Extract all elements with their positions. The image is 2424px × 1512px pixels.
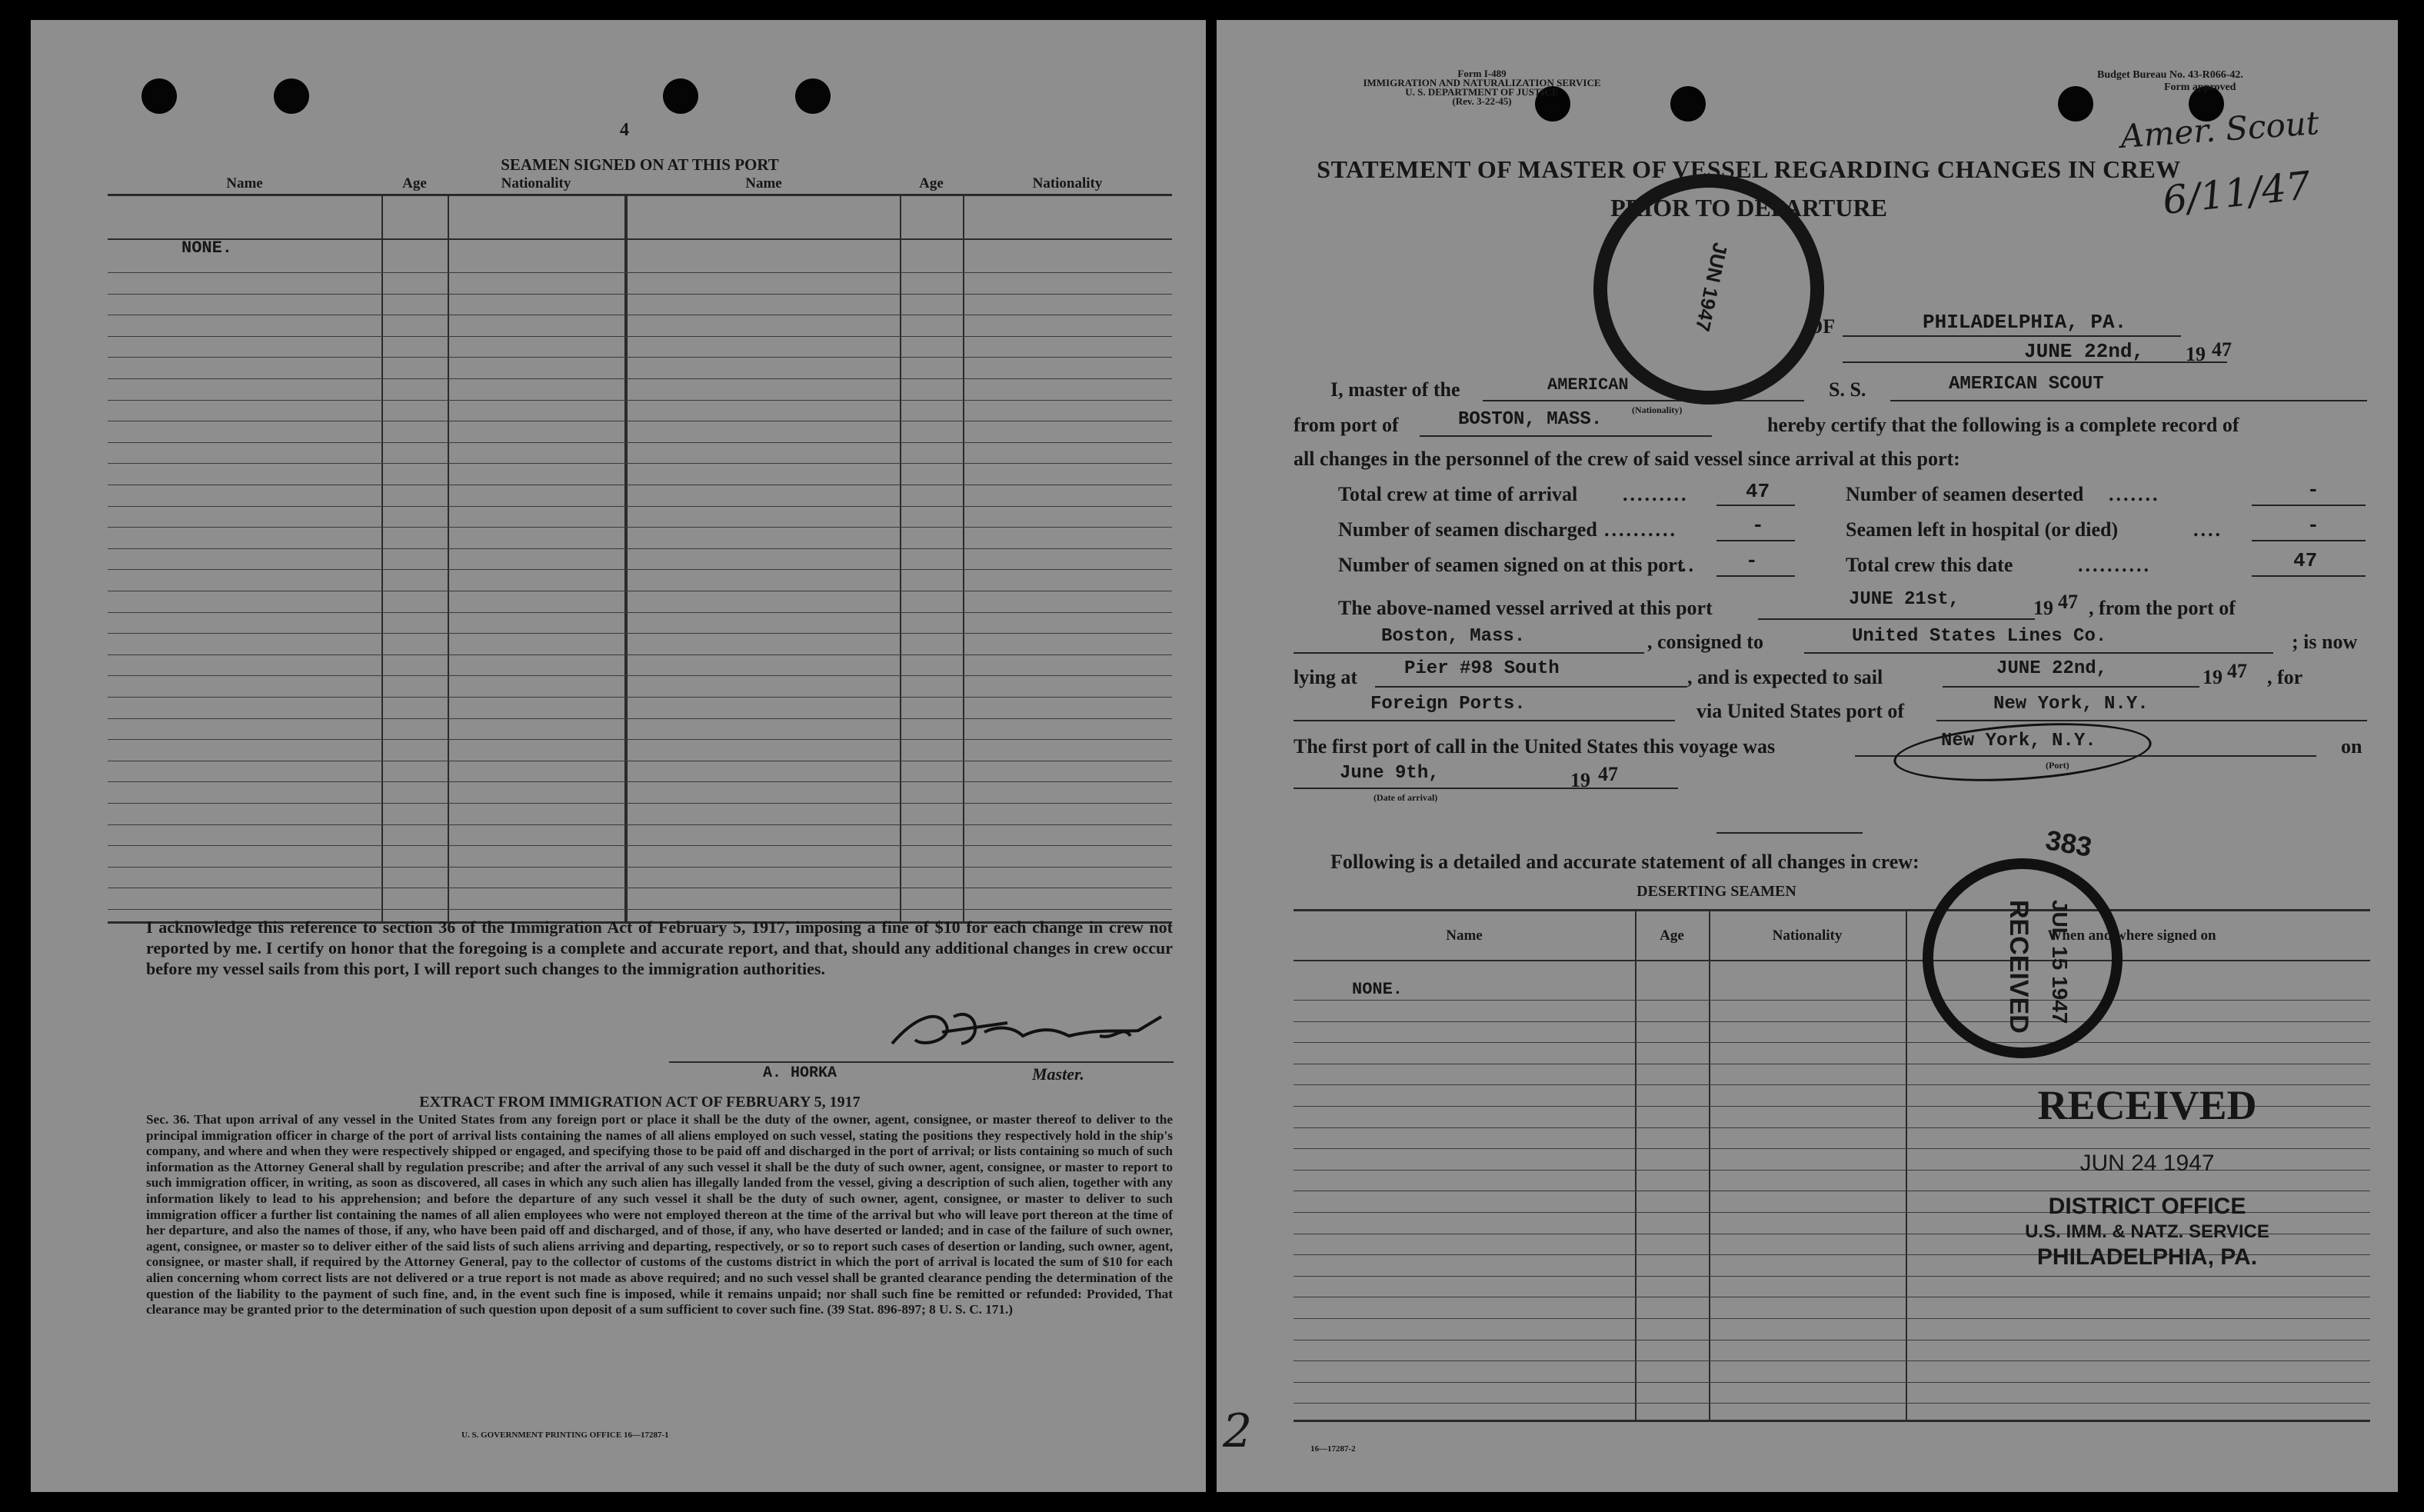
from-port-label: from port of [1294,414,1399,436]
total-crew-date-value: 47 [2293,549,2318,572]
underline [1804,652,2273,654]
column-header-age: Age [919,175,944,191]
table-row-rule [108,675,1172,676]
seamen-deserted-label: Number of seamen deserted [1846,483,2084,505]
underline [1294,720,1675,721]
form-approved: Form approved [2164,82,2236,93]
first-port-label: The first port of call in the United States this voyage was [1294,735,1776,758]
table-row-rule [108,527,1172,528]
left-page [31,20,1206,1492]
table-row-rule [108,803,1172,804]
table-row-rule [108,294,1172,295]
underline [1890,400,2367,401]
leader-dots: ......... [1623,483,1689,505]
table-row-rule [1294,1021,2370,1022]
leader-dots: ....... [2109,483,2160,505]
received-stamp-title: RECEIVED [2037,1082,2257,1128]
arrived-year-prefix: 19 [2033,597,2053,619]
sail-date-field: JUNE 22nd, [1996,658,2108,679]
underline [1843,335,2181,337]
underline [1375,686,1687,688]
table-row-rule [1294,1403,2370,1404]
punch-hole [1670,86,1706,122]
punch-hole [663,78,698,114]
underline [1294,788,1678,789]
punch-hole [2058,86,2093,122]
leader-dots: .. [1681,554,1696,576]
first-port-field: New York, N.Y. [1941,731,2096,751]
port-of-label: OF [1807,315,1836,338]
from-port-field: BOSTON, MASS. [1458,409,1603,430]
underline [1483,400,1804,401]
received-stamp-date: JUN 24 1947 [2079,1151,2215,1176]
printing-office-footer: U. S. GOVERNMENT PRINTING OFFICE 16—17287-1 [461,1430,669,1440]
table-bottom-rule [1294,1420,2370,1422]
column-divider [1906,909,1907,1420]
table-row-rule [1294,1042,2370,1043]
budget-bureau: Budget Bureau No. 43-R066-42. [2097,69,2243,81]
underline [1716,505,1795,506]
form-department: U. S. DEPARTMENT OF JUSTICE [1405,86,1559,98]
master-label: Master. [1032,1064,1084,1084]
table-row-rule [108,697,1172,698]
table-row-rule [108,400,1172,401]
round-seal-date: JUN 1947 [1690,240,1733,334]
table-row-rule [108,336,1172,337]
column-divider [1635,909,1637,1420]
year-field: 47 [2212,338,2232,361]
is-now-label: ; is now [2292,631,2358,653]
destination-field: Foreign Ports. [1370,694,1526,714]
handwritten-page-mark: 2 [1223,1404,1253,1458]
punch-hole [795,78,831,114]
round-received-date: JUL 15 1947 [2048,900,2072,1024]
first-port-date-field: June 9th, [1340,763,1440,784]
received-stamp-line3: PHILADELPHIA, PA. [2036,1244,2258,1270]
from-the-port-label: , from the port of [2089,597,2236,619]
column-header-nationality: Nationality [1032,175,1103,191]
seamen-deserted-value: - [2307,478,2319,501]
underline [2252,540,2366,541]
table-row-rule [108,442,1172,443]
column-header-nationality: Nationality [501,175,571,191]
sail-year-prefix: 19 [2203,666,2223,688]
all-changes-text: all changes in the personnel of the crew of said vessel since arrival at this port: [1294,448,1960,470]
seamen-hospital-value: - [2307,514,2319,537]
underline [1936,720,2367,721]
underline [1943,686,2199,688]
underline [2252,575,2366,577]
column-header-nationality: Nationality [1772,928,1843,944]
first-port-year-field: 47 [1598,763,1618,785]
master-name: A. HORKA [763,1064,837,1082]
table-row-rule [1294,1382,2370,1383]
via-port-field: New York, N.Y. [1993,694,2149,714]
column-divider [900,194,901,921]
consigned-field: United States Lines Co. [1852,626,2107,647]
underline [1758,618,2035,620]
lying-at-field: Pier #98 South [1404,658,1560,679]
certify-text: hereby certify that the following is a complete record of [1767,414,2239,436]
round-received-stamp [1923,858,2123,1058]
vessel-name-field: AMERICAN SCOUT [1949,374,2104,395]
total-crew-date-label: Total crew this date [1846,554,2013,576]
first-port-year-prefix: 19 [1570,769,1590,791]
table-row-rule [108,463,1172,464]
underline [1420,435,1712,437]
table-header-rule [1294,960,2370,961]
table-row-rule [108,569,1172,570]
master-signature [869,1001,1192,1063]
table-row-rule [108,867,1172,868]
form-header [1294,69,1670,106]
table-entry-none: NONE. [181,238,233,258]
table-row-rule [108,909,1172,910]
seamen-signed-on-value: - [1746,549,1758,572]
leader-dots: .... [2193,518,2223,541]
form-title: STATEMENT OF MASTER OF VESSEL REGARDING CHANGES IN CREW [1317,155,2181,183]
round-received-text: RECEIVED [2004,900,2033,1034]
seamen-signed-on-label: Number of seamen signed on at this port [1338,554,1684,576]
column-header-name: Name [226,175,263,191]
table-top-rule [108,194,1172,196]
underline [1294,652,1644,654]
column-header-signed-on: When and where signed on [2047,928,2216,944]
table-row-rule [108,845,1172,846]
table-row-rule [108,548,1172,549]
column-header-name: Name [745,175,782,191]
received-stamp-line1: DISTRICT OFFICE [2048,1194,2246,1219]
date-of-arrival-caption: (Date of arrival) [1373,792,1438,803]
expected-label: , and is expected to sail [1687,666,1883,688]
table-row-rule [108,272,1172,273]
nationality-caption: (Nationality) [1632,405,1683,415]
table-row-rule [1294,1318,2370,1319]
column-header-name: Name [1446,928,1483,944]
punch-hole [142,78,177,114]
on-label: on [2341,735,2362,758]
nationality-field: AMERICAN [1547,375,1629,395]
table-row-rule [108,633,1172,634]
port-caption: (Port) [2046,760,2069,771]
column-divider [624,194,628,921]
table-top-rule [1294,909,2370,911]
form-footer: 16—17287-2 [1310,1444,1356,1454]
table-row-rule [1294,1148,2370,1149]
extract-title: EXTRACT FROM IMMIGRATION ACT OF FEBRUARY 5, 1917 [419,1094,861,1111]
table-row-rule [108,612,1172,613]
received-stamp-line2: U.S. IMM. & NATZ. SERVICE [2025,1221,2269,1242]
handwritten-date-note: 6/11/47 [2160,163,2313,223]
following-text: Following is a detailed and accurate statement of all changes in crew: [1330,851,1920,873]
deserting-title: DESERTING SEAMEN [1637,883,1796,900]
section-36-text: Sec. 36. That upon arrival of any vessel in the United States from any foreign port or place it shall be the duty of the owner, agent, consignee, or master thereof to deliver to the principal immigration officer in charge of the port of arrival lists containing the names of all aliens employed on such vessel, stating the positions they respectively hold in the ship's company, and where and when they were respectively shipped or engaged, and specifying those to be paid off and discharged in the port of arrival; or lists containing so much of such information as the Attorney General shall by regulation prescribe; and after the arrival of any such vessel it shall be the duty of such owner, agent, consignee, or master to report to such immigration officer, in writing, as soon as discovered, all cases in which any such alien has illegally landed from the vessel, giving a description of such alien, together with any information likely to lead to his apprehension; and before the departure of any such vessel it shall be the duty of such owner, agent, consignee, or master to deliver to such immigration officer a further list containing the names of all alien employees who were not employed thereon at the time of the arrival but who will leave port thereon at the time of her departure, and also the names of those, if any, who have been paid off and discharged, and of those, if any, who have deserted or landed; and in case of the failure of such owner, agent, consignee, or master so to deliver either of the said lists of such aliens arriving and departing, respectively, or so to report such cases of desertion or landing, such owner, agent, consignee, or master shall, if required by the Attorney General, pay to the collector of customs of the customs district in which the port of arrival is located the sum of $10 for each alien concerning whom correct lists are not delivered or a true report is not made as above required; and no such vessel shall be granted clearance pending the determination of the question of the liability to the payment of such fine, and, in the event such fine is imposed, while it remains unpaid; nor shall such fine be remitted or refunded: Provided, That clearance may be granted prior to the determination of such question upon deposit of a sum sufficient to cover such fine. (39 Stat. 896-897; 8 U. S. C. 171.) [146,1112,1173,1317]
form-number: Form I-489 [1457,68,1507,79]
table-row-rule [1294,1276,2370,1277]
column-divider [1709,909,1710,1420]
short-rule [1716,832,1863,834]
table-row-rule [108,378,1172,379]
seamen-signed-on-title: SEAMEN SIGNED ON AT THIS PORT [501,155,779,174]
total-crew-arrival-label: Total crew at time of arrival [1338,483,1578,505]
circled-port [1892,715,2153,788]
column-divider [963,194,964,921]
table-row-rule [108,654,1172,655]
table-row-rule [108,739,1172,740]
column-header-age: Age [1660,928,1684,944]
form-revision: (Rev. 3-22-45) [1452,95,1512,107]
seamen-discharged-value: - [1752,514,1764,537]
table-row-rule [1294,1000,2370,1001]
arrived-year-field: 47 [2058,591,2078,613]
port-field: PHILADELPHIA, PA. [1923,311,2127,334]
table-row-rule [108,824,1172,825]
master-of-label: I, master of the [1330,378,1460,401]
acknowledgement-text: I acknowledge this reference to section 36 of the Immigration Act of February 5, 1917, imposing a fine of $10 for each change in crew not reported by me. I certify on honor that the foregoing is a complete and accurate report, and that, should any additional changes in crew occur before my vessel sails from this port, I will report such changes to the immigration authorities. [146,918,1173,978]
underline [1716,540,1795,541]
total-crew-arrival-value: 47 [1746,480,1770,503]
signature-line [669,1061,1174,1063]
from-the-port-field: Boston, Mass. [1381,626,1526,647]
ss-label: S. S. [1829,378,1866,401]
table-row-rule [108,781,1172,782]
table-row-rule [1294,1360,2370,1361]
seamen-hospital-label: Seamen left in hospital (or died) [1846,518,2119,541]
page-number: 4 [620,120,629,140]
seamen-discharged-label: Number of seamen discharged [1338,518,1597,541]
handwritten-vessel-note: Amer. Scout [2119,104,2321,155]
arrived-label: The above-named vessel arrived at this port [1338,597,1713,619]
table-row-rule [108,506,1172,507]
column-divider [448,194,449,921]
consigned-label: , consigned to [1647,631,1763,653]
form-agency: IMMIGRATION AND NATURALIZATION SERVICE [1363,77,1601,88]
deserting-entry-none: NONE. [1352,980,1403,999]
table-header-rule [108,238,1172,240]
via-label: via United States port of [1696,700,1905,722]
table-row-rule [108,357,1172,358]
underline [2252,505,2366,506]
for-label: , for [2267,666,2303,688]
table-row-rule [108,718,1172,719]
leader-dots: .......... [1604,518,1677,541]
number-stamp: 383 [2043,824,2095,863]
year-prefix: 19 [2186,343,2206,365]
arrived-date-field: JUNE 21st, [1849,589,1960,610]
punch-hole [274,78,309,114]
column-divider [381,194,383,921]
date-field: JUNE 22nd, [2024,340,2145,363]
column-header-age: Age [402,175,427,191]
sail-year-field: 47 [2227,660,2247,682]
right-page [1217,20,2398,1492]
lying-at-label: lying at [1294,666,1358,688]
underline [1716,575,1795,577]
form-subtitle: PRIOR TO DEPARTURE [1610,194,1887,221]
leader-dots: .......... [2078,554,2151,576]
